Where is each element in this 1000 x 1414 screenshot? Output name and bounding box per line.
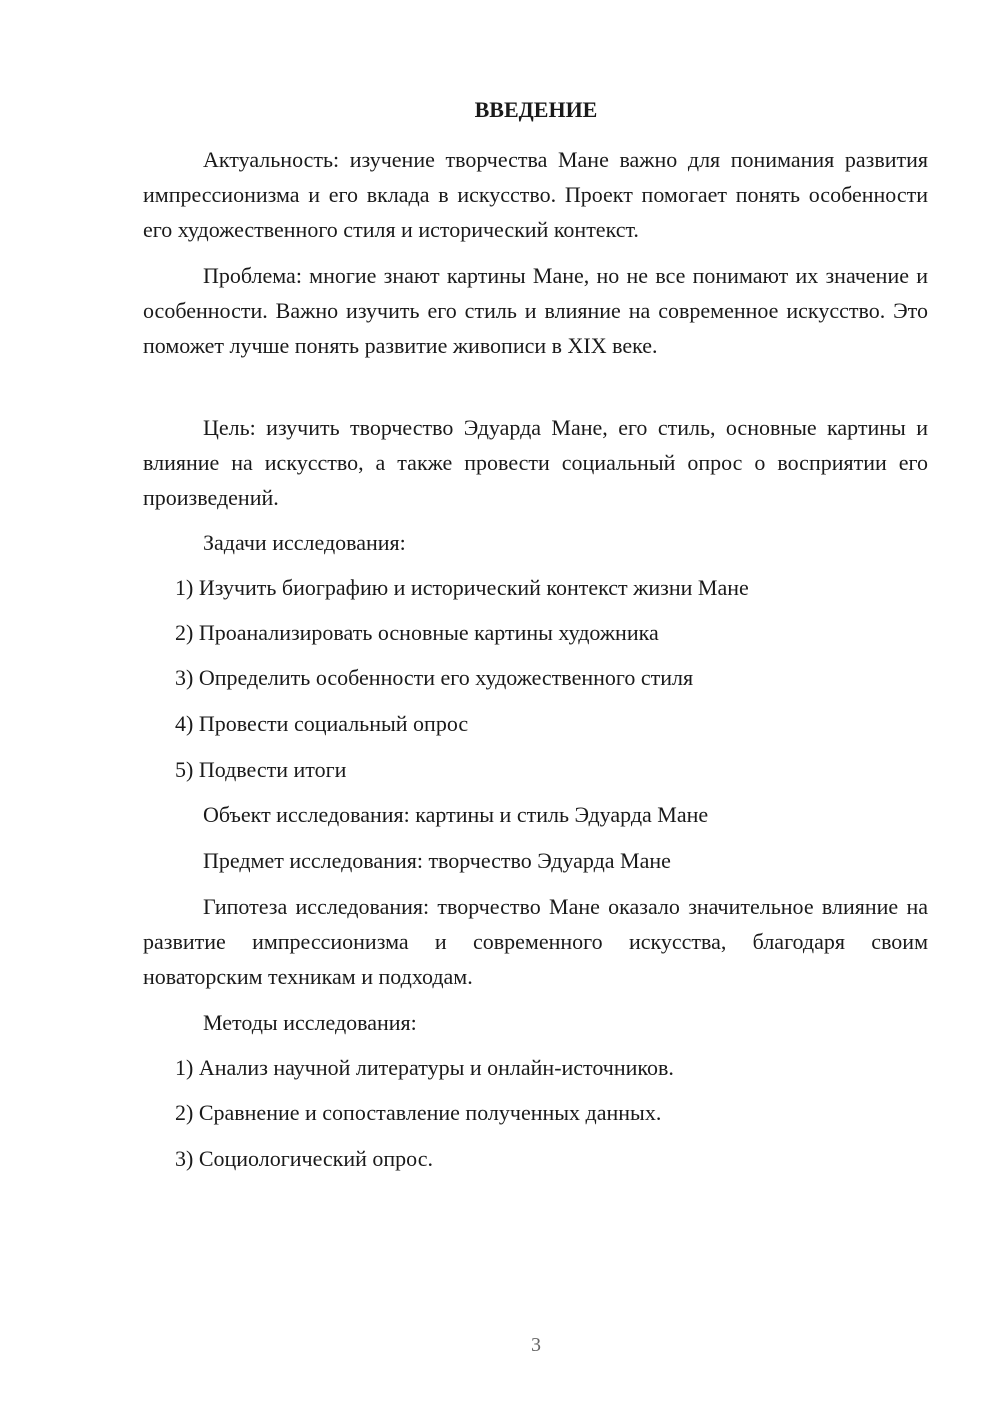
list-item: 3) Социологический опрос. [175, 1146, 433, 1171]
paragraph-goal: Цель: изучить творчество Эдуарда Мане, его стиль, основные картины и влияние на искусство, а также провести социальный опрос о восприятии его произведений. [143, 415, 928, 510]
research-object: Объект исследования: картины и стиль Эдуарда Мане [203, 802, 709, 827]
paragraph-problem: Проблема: многие знают картины Мане, но не все понимают их значение и особенности. Важно изучить его стиль и влияние на современное искусство. Это поможет лучше понять развитие живописи в XIX веке. [143, 263, 928, 358]
methods-heading: Методы исследования: [203, 1010, 417, 1035]
tasks-heading: Задачи исследования: [203, 530, 406, 555]
list-item: 2) Проанализировать основные картины художника [175, 620, 659, 645]
list-item: 3) Определить особенности его художественного стиля [175, 665, 694, 690]
page-title: ВВЕДЕНИЕ [474, 97, 598, 122]
page-number: 3 [531, 1334, 541, 1356]
list-item: 4) Провести социальный опрос [175, 711, 469, 736]
list-item: 2) Сравнение и сопоставление полученных данных. [175, 1100, 662, 1125]
list-item: 1) Изучить биографию и исторический контекст жизни Мане [175, 575, 749, 600]
list-item: 5) Подвести итоги [175, 757, 347, 782]
research-subject: Предмет исследования: творчество Эдуарда Мане [203, 848, 671, 873]
paragraph-hypothesis: Гипотеза исследования: творчество Мане оказало значительное влияние на развитие импрессионизма и современного искусства, благодаря своим новаторским техникам и подходам. [143, 894, 928, 989]
list-item: 1) Анализ научной литературы и онлайн-источников. [175, 1055, 674, 1080]
paragraph-relevance: Актуальность: изучение творчества Мане важно для понимания развития импрессионизма и его вклада в искусство. Проект помогает понять особенности его художественного стиля и исторический контекст. [143, 147, 928, 242]
